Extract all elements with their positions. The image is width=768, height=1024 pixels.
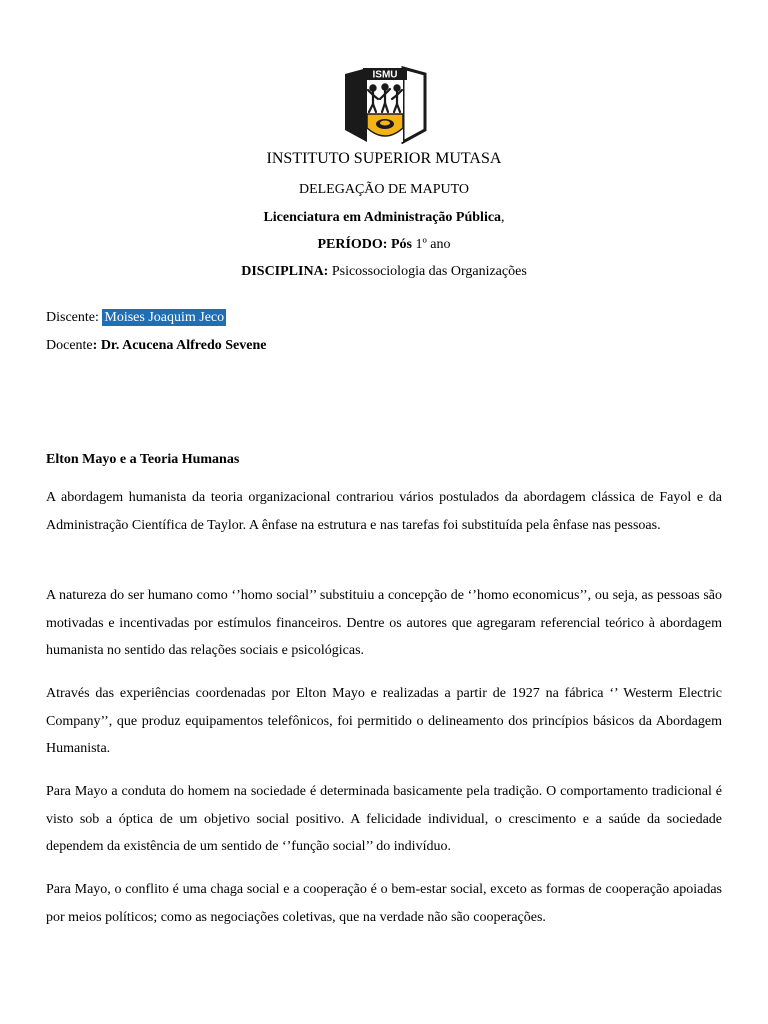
paragraph: A natureza do ser humano como ‘’homo social’’ substituiu a concepção de ‘’homo economicus’’, ou seja, as pessoas são motivadas e incentivadas por estímulos financeiros. Dentre os autores que agregaram referencial teórico à abordagem humanista no sentido das relações sociais e psicológicas.: [46, 588, 722, 658]
discipline-value: Psicossociologia das Organizações: [328, 264, 527, 279]
svg-text:ISMU: ISMU: [372, 69, 398, 81]
degree-suffix: ,: [501, 210, 505, 225]
discipline-label: DISCIPLINA:: [241, 264, 329, 279]
period-value: 1º ano: [411, 237, 451, 252]
student-name[interactable]: Moises Joaquim Jeco: [104, 310, 225, 325]
delegation: DELEGAÇÃO DE MAPUTO: [298, 182, 470, 197]
discipline-line: [0, 264, 768, 280]
period-bold-value: Pós: [390, 237, 412, 252]
paragraph: Através das experiências coordenadas por Elton Mayo e realizadas a partir de 1927 na fábrica ‘’ Westerm Electric Company’’, que produz equipamentos telefônicos, foi permitido o delineamento dos princípios básicos da Abordagem Humanista.: [46, 686, 722, 756]
ismu-logo: [343, 66, 427, 144]
teacher-label: Docente: [46, 338, 93, 353]
period-line: [0, 237, 768, 253]
teacher-line: [46, 338, 266, 354]
paragraph: Para Mayo a conduta do homem na sociedade é determinada basicamente pela tradição. O comportamento tradicional é visto sob a óptica de um objetivo social positivo. A felicidade individual, o crescimento e a saúde da sociedade dependem da existência de um sentido de ‘’função social’’ do indivíduo.: [46, 784, 722, 854]
institution-name: INSTITUTO SUPERIOR MUTASA: [266, 150, 502, 167]
period-label: PERÍODO:: [317, 237, 388, 252]
student-line: [46, 310, 226, 326]
degree-line: [0, 210, 768, 226]
degree-name: Licenciatura em Administração Pública: [263, 210, 502, 225]
paragraph: Para Mayo, o conflito é uma chaga social e a cooperação é o bem-estar social, exceto as formas de cooperação apoiadas por meios políticos; como as negociações coletivas, que na verdade não são cooperações.: [46, 882, 722, 925]
student-label: Discente:: [46, 310, 103, 325]
teacher-name: : Dr. Acucena Alfredo Sevene: [92, 338, 267, 353]
paragraph: A abordagem humanista da teoria organizacional contrariou vários postulados da abordagem clássica de Fayol e da Administração Científica de Taylor. A ênfase na estrutura e nas tarefas foi substituída pela ênfase nas pessoas.: [46, 490, 722, 533]
section-heading: Elton Mayo e a Teoria Humanas: [46, 452, 240, 467]
